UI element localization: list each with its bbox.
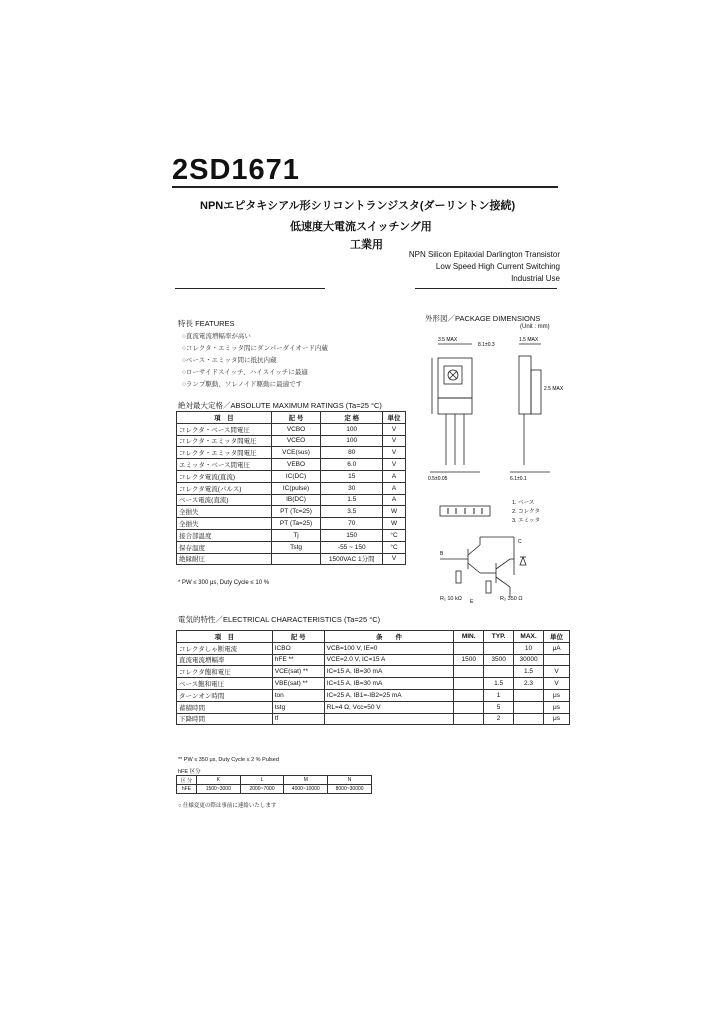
table-row: [177, 678, 570, 690]
circuit-resistor-r1: R₁ 10 kΩ: [440, 596, 462, 602]
table-cell: tstg: [272, 701, 324, 713]
table-row: [177, 666, 570, 678]
table-cell: 蓄積時間: [177, 701, 273, 713]
package-body-side: [519, 356, 531, 414]
package-unit: (Unit : mm): [520, 324, 550, 330]
dim-label: 1.5 MAX: [519, 337, 539, 343]
elec-table: [176, 630, 570, 725]
table-cell: 全損失: [177, 506, 272, 518]
table-cell: 1: [484, 689, 514, 701]
table-cell: 10: [514, 642, 544, 654]
package-bottom-view: [440, 506, 500, 520]
table-cell: 絶縁耐圧: [177, 553, 272, 565]
circuit-label: E: [470, 599, 474, 605]
col-header: 区 分: [177, 776, 197, 785]
table-cell: IC=25 A, IB1=-IB2=25 mA: [324, 689, 454, 701]
table-cell: 80: [321, 447, 383, 459]
table-cell: μA: [544, 642, 570, 654]
en-desc-2: Low Speed High Current Switching: [435, 262, 560, 271]
table-cell: VCE(sat) **: [272, 666, 324, 678]
table-cell: コレクタ飽和電圧: [177, 666, 273, 678]
col-header: 項 目: [177, 412, 272, 424]
table-row: [177, 482, 406, 494]
jp-title: NPNエピタキシアル形シリコントランジスタ(ダーリントン接続): [200, 200, 516, 212]
table-cell: 3500: [484, 654, 514, 666]
table-cell: 30000: [514, 654, 544, 666]
table-cell: [271, 553, 321, 565]
table-cell: V: [383, 435, 406, 447]
table-row: [177, 435, 406, 447]
hfe-class-heading: hFE 区分: [178, 769, 201, 775]
part-number-title: 2SD1671: [172, 154, 300, 186]
table-cell: VCE(sus): [271, 447, 321, 459]
table-row: [177, 506, 406, 518]
table-cell: 150: [321, 529, 383, 541]
dim-label: 0.5±0.05: [428, 476, 448, 482]
table-row: [177, 518, 406, 530]
table-cell: V: [544, 666, 570, 678]
table-cell: 下降時間: [177, 713, 273, 725]
table-cell: 保存温度: [177, 541, 272, 553]
table-cell: IC=15 A, IB=30 mA: [324, 678, 454, 690]
table-row: [177, 541, 406, 553]
table-cell: [454, 713, 484, 725]
pin-legend-item: 3. エミッタ: [512, 518, 541, 524]
features-heading: 特長 FEATURES: [178, 319, 235, 328]
table-cell: 6.0: [321, 459, 383, 471]
table-cell: 2: [484, 713, 514, 725]
package-drawing: [420, 330, 580, 510]
en-desc-1: NPN Silicon Epitaxial Darlington Transistor: [408, 250, 560, 259]
table-cell: コレクタ・エミッタ間電圧: [177, 435, 272, 447]
table-cell: [514, 701, 544, 713]
table-cell: 1500~3000: [196, 785, 240, 794]
table-cell: IB(DC): [271, 494, 321, 506]
abs-max-note: * PW ≤ 300 μs, Duty Cycle ≤ 10 %: [178, 580, 270, 586]
col-header: 単位: [544, 631, 570, 643]
col-header: 定 格: [321, 412, 383, 424]
col-header: MIN.: [454, 631, 484, 643]
table-cell: V: [383, 423, 406, 435]
table-cell: 100: [321, 435, 383, 447]
table-cell: A: [383, 470, 406, 482]
table-header-row: [177, 776, 372, 785]
circuit-label: C: [518, 539, 522, 545]
section-rule-left: [175, 288, 325, 289]
table-cell: VCBO: [271, 423, 321, 435]
table-cell: コレクタ電流(パルス): [177, 482, 272, 494]
table-cell: IC=15 A, IB=30 mA: [324, 666, 454, 678]
table-row: [177, 701, 570, 713]
col-header: 記 号: [272, 631, 324, 643]
feature-item: ○コレクタ・エミッタ間にダンパーダイオード内蔵: [182, 345, 328, 352]
table-cell: 1.5: [484, 678, 514, 690]
col-header: 記 号: [271, 412, 321, 424]
table-cell: エミッタ・ベース間電圧: [177, 459, 272, 471]
table-row: [177, 654, 570, 666]
package-body-lower: [438, 398, 472, 414]
table-row: [177, 529, 406, 541]
table-cell: 1.5: [321, 494, 383, 506]
table-cell: [454, 642, 484, 654]
table-header-row: [177, 412, 406, 424]
package-body-front: [438, 358, 472, 398]
table-row: [177, 470, 406, 482]
table-cell: [514, 689, 544, 701]
table-cell: PT (Ta=25): [271, 518, 321, 530]
table-cell: 2000~7000: [240, 785, 284, 794]
table-cell: °C: [383, 529, 406, 541]
table-cell: [454, 701, 484, 713]
table-cell: V: [383, 459, 406, 471]
jp-use: 工業用: [350, 239, 383, 251]
table-cell: -55 ~ 150: [321, 541, 383, 553]
table-cell: コレクタしゃ断電流: [177, 642, 273, 654]
table-cell: 30: [321, 482, 383, 494]
table-header-row: [177, 631, 570, 643]
table-cell: W: [383, 518, 406, 530]
package-heading: 外形図／PACKAGE DIMENSIONS: [425, 314, 541, 323]
table-cell: [484, 642, 514, 654]
table-cell: Tj: [271, 529, 321, 541]
table-cell: 3.5: [321, 506, 383, 518]
table-cell: V: [383, 553, 406, 565]
elec-note: ** PW ≤ 350 μs, Duty Cycle ≤ 2 % Pulsed: [178, 757, 279, 763]
jp-application: 低速度大電流スイッチング用: [290, 221, 432, 233]
table-cell: 5: [484, 701, 514, 713]
hfe-class-table: [176, 775, 372, 794]
table-cell: μs: [544, 713, 570, 725]
table-cell: コレクタ・ベース間電圧: [177, 423, 272, 435]
table-cell: コレクタ・エミッタ間電圧: [177, 447, 272, 459]
table-cell: RL=4 Ω, Vcc=50 V: [324, 701, 454, 713]
table-cell: [454, 689, 484, 701]
pin-legend-item: 2. コレクタ: [512, 509, 540, 515]
table-cell: VBE(sat) **: [272, 678, 324, 690]
circuit-resistor-r2: R₂ 350 Ω: [500, 596, 523, 602]
table-cell: °C: [383, 541, 406, 553]
table-cell: 1.5: [514, 666, 544, 678]
table-row: [177, 447, 406, 459]
table-cell: ベース電流(直流): [177, 494, 272, 506]
table-cell: IC(DC): [271, 470, 321, 482]
pin-legend-item: 1. ベース: [512, 500, 535, 506]
circuit-label: B: [440, 551, 444, 557]
table-cell: W: [383, 506, 406, 518]
table-cell: μs: [544, 689, 570, 701]
abs-max-heading: 絶対最大定格／ABSOLUTE MAXIMUM RATINGS (Ta=25 °C): [178, 401, 382, 410]
col-header: M: [284, 776, 328, 785]
table-cell: 1500: [454, 654, 484, 666]
table-cell: 4000~10000: [284, 785, 328, 794]
feature-item: ○ランプ駆動、ソレノイド駆動に最適です: [182, 381, 303, 388]
table-cell: 2.3: [514, 678, 544, 690]
title-rule: [172, 186, 558, 188]
table-cell: tf: [272, 713, 324, 725]
feature-item: ○ベース・エミッタ間に抵抗内蔵: [182, 357, 277, 364]
dim-label: 8.1±0.3: [478, 342, 495, 348]
col-header: 単位: [383, 412, 406, 424]
dim-label: 2.5 MAX: [544, 386, 564, 392]
dim-label: 3.5 MAX: [438, 337, 458, 343]
table-row: [177, 713, 570, 725]
table-cell: 接合部温度: [177, 529, 272, 541]
table-cell: V: [544, 678, 570, 690]
table-cell: ICBO: [272, 642, 324, 654]
dim-label: 6.1±0.1: [510, 476, 527, 482]
table-cell: hFE **: [272, 654, 324, 666]
en-desc-3: Industrial Use: [511, 274, 560, 283]
table-row: [177, 459, 406, 471]
table-cell: VCEO: [271, 435, 321, 447]
table-cell: [514, 713, 544, 725]
table-cell: ターンオン時間: [177, 689, 273, 701]
col-header: L: [240, 776, 284, 785]
table-row: [177, 689, 570, 701]
table-row: [177, 494, 406, 506]
table-cell: [454, 678, 484, 690]
table-cell: 8000~30000: [328, 785, 372, 794]
col-header: K: [196, 776, 240, 785]
table-cell: A: [383, 494, 406, 506]
table-cell: VCB=100 V, IE=0: [324, 642, 454, 654]
table-cell: [544, 654, 570, 666]
feature-item: ○ローサイドスイッチ、ハイスイッチに最適: [182, 369, 308, 376]
table-cell: 100: [321, 423, 383, 435]
col-header: 項 目: [177, 631, 273, 643]
table-cell: VEBO: [271, 459, 321, 471]
elec-heading: 電気的特性／ELECTRICAL CHARACTERISTICS (Ta=25 °C): [178, 615, 381, 624]
table-cell: ベース飽和電圧: [177, 678, 273, 690]
table-cell: [484, 666, 514, 678]
table-cell: VCE=2.0 V, IC=15 A: [324, 654, 454, 666]
table-row: [177, 785, 372, 794]
table-cell: 15: [321, 470, 383, 482]
table-cell: [324, 713, 454, 725]
col-header: MAX.: [514, 631, 544, 643]
table-cell: 1500VAC 1分間: [321, 553, 383, 565]
table-cell: PT (Tc=25): [271, 506, 321, 518]
table-cell: hFE: [177, 785, 197, 794]
table-cell: 全損失: [177, 518, 272, 530]
table-cell: Tstg: [271, 541, 321, 553]
table-row: [177, 642, 570, 654]
col-header: 条 件: [324, 631, 454, 643]
equivalent-circuit: [440, 535, 550, 605]
col-header: TYP.: [484, 631, 514, 643]
table-cell: μs: [544, 701, 570, 713]
table-cell: A: [383, 482, 406, 494]
table-cell: 70: [321, 518, 383, 530]
feature-item: ○直流電流増幅率が高い: [182, 333, 251, 340]
table-cell: [454, 666, 484, 678]
table-cell: IC(pulse): [271, 482, 321, 494]
table-cell: ton: [272, 689, 324, 701]
table-cell: 直流電流増幅率: [177, 654, 273, 666]
col-header: N: [328, 776, 372, 785]
abs-max-table: [176, 411, 406, 565]
section-rule-right: [415, 288, 557, 289]
table-row: [177, 423, 406, 435]
table-cell: V: [383, 447, 406, 459]
footer-note: ○ 仕様変更の際は事前に連絡いたします: [178, 803, 277, 809]
table-cell: コレクタ電流(直流): [177, 470, 272, 482]
table-row: [177, 553, 406, 565]
